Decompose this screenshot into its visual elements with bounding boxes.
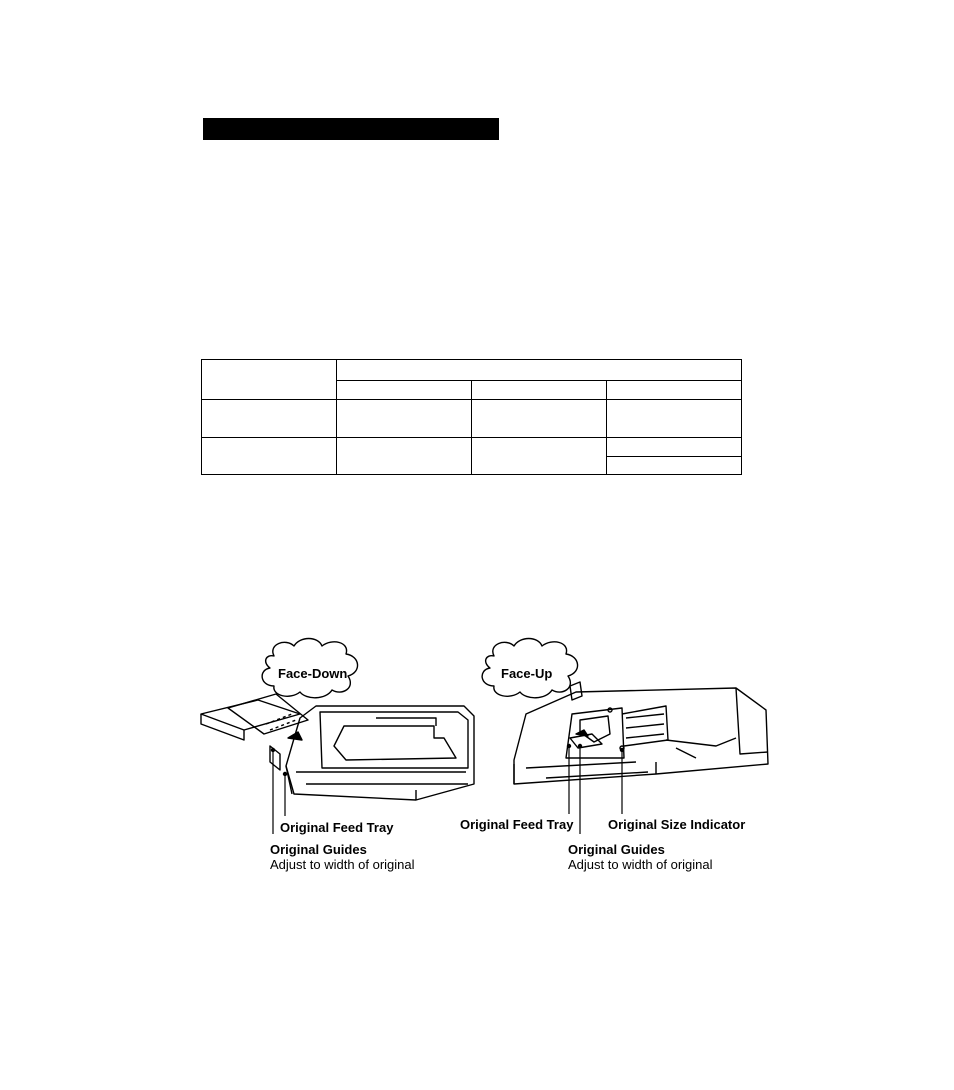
table-cell [202, 360, 337, 400]
face-down-feeder-illustration [201, 639, 474, 801]
table-cell [337, 381, 472, 400]
table-cell [337, 437, 472, 474]
table-row [202, 360, 742, 381]
face-up-feeder-illustration [482, 639, 768, 785]
face-down-label: Face-Down [278, 666, 348, 681]
table-cell [337, 400, 472, 437]
table-cell [202, 400, 337, 437]
right-guides-note: Adjust to width of original [568, 857, 713, 872]
spec-table [201, 359, 742, 475]
left-guides-note: Adjust to width of original [270, 857, 415, 872]
section-header-bar [203, 118, 499, 140]
table-row [202, 400, 742, 437]
table-cell [607, 381, 742, 400]
table-row [202, 437, 742, 456]
size-indicator-label: Original Size Indicator [608, 817, 746, 832]
table-cell [607, 456, 742, 474]
table-cell [607, 400, 742, 437]
left-feed-tray-label: Original Feed Tray [280, 820, 394, 835]
right-guides-label: Original Guides [568, 842, 665, 857]
document-feeder-diagram [196, 634, 776, 884]
right-feed-tray-label: Original Feed Tray [460, 817, 574, 832]
table-cell [472, 400, 607, 437]
table-cell [607, 437, 742, 456]
table-cell [202, 437, 337, 474]
table-cell [472, 437, 607, 474]
table-cell [472, 381, 607, 400]
table-cell [337, 360, 742, 381]
left-guides-label: Original Guides [270, 842, 367, 857]
face-up-label: Face-Up [501, 666, 553, 681]
